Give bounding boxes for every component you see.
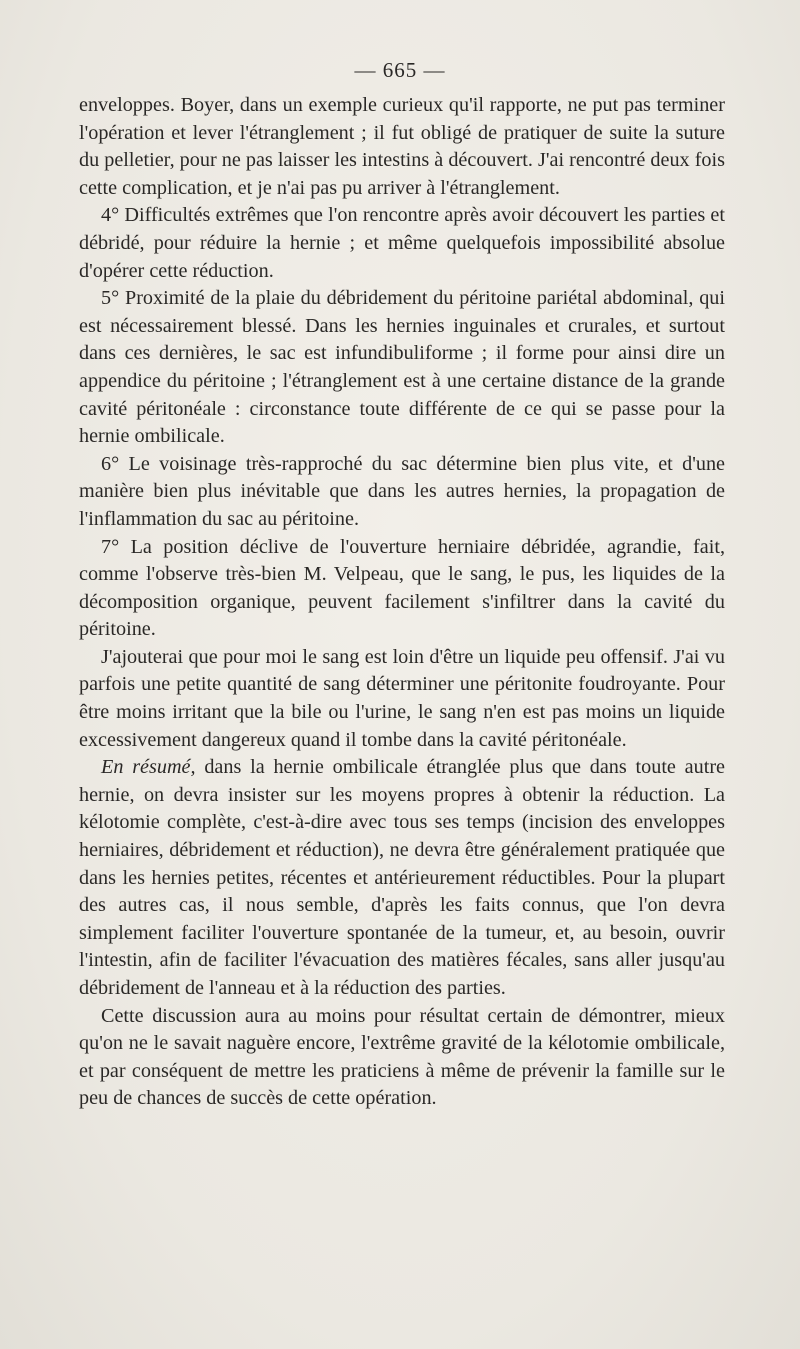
body-text (79, 92, 725, 1113)
paragraph-7 (79, 754, 725, 1002)
paragraph-7-lead: En résumé, (101, 756, 196, 779)
page-number: — 665 — (354, 58, 446, 82)
paragraph-4: 6° Le voisinage très-rapproché du sac détermine bien plus vite, et d'une manière bien plus inévitable que dans les autres hernies, la propagation de l'inflammation du sac au péritoine. (79, 452, 725, 530)
paragraph-8: Cette discussion aura au moins pour résultat certain de démontrer, mieux qu'on ne le savait naguère encore, l'extrême gravité de la kélotomie ombilicale, et par conséquent de mettre les praticiens à même de prévenir la famille sur le peu de chances de succès de cette opération. (79, 1004, 725, 1110)
paragraph-2: 4° Difficultés extrêmes que l'on rencontre après avoir découvert les parties et débridé, pour réduire la hernie ; et même quelquefois impossibilité absolue d'opérer cette réduction. (79, 204, 725, 282)
paragraph-7-text: dans la hernie ombilicale étranglée plus que dans toute autre hernie, on devra insister sur les moyens propres à obtenir la réduction. La kélotomie complète, c'est-à-dire avec tous ses temps (incision des enveloppes herniaires, débridement et réduction), ne devra être généralement pratiquée que dans les hernies petites, récentes et antérieurement réductibles. Pour la plupart des autres cas, il nous semble, d'après les faits connus, que l'on devra simplement faciliter l'ouverture spontanée de la tumeur, et, au besoin, ouvrir l'intestin, afin de faciliter l'évacuation des matières fécales, sans aller jusqu'au débridement de l'anneau et à la réduction des parties. (79, 756, 726, 999)
paragraph-1: enveloppes. Boyer, dans un exemple curieux qu'il rapporte, ne put pas terminer l'opération et lever l'étranglement ; il fut obligé de pratiquer de suite la suture du pelletier, pour ne pas laisser les intestins à découvert. J'ai rencontré deux fois cette complication, et je n'ai pas pu arriver à l'étranglement. (79, 94, 725, 199)
paragraph-5: 7° La position déclive de l'ouverture herniaire débridée, agrandie, fait, comme l'observe très-bien M. Velpeau, que le sang, le pus, les liquides de la décomposition organique, peuvent facilement s'infiltrer dans la cavité du péritoine. (79, 535, 725, 641)
paragraph-3: 5° Proximité de la plaie du débridement du péritoine pariétal abdominal, qui est nécessairement blessé. Dans les hernies inguinales et crurales, et surtout dans ces dernières, le sac est infundibuliforme ; il forme pour ainsi dire un appendice du péritoine ; l'étranglement est à une certaine distance de la grande cavité péritonéale : circonstance toute différente de ce qui se passe pour la hernie ombilicale. (79, 287, 725, 448)
paragraph-6: J'ajouterai que pour moi le sang est loin d'être un liquide peu offensif. J'ai vu parfois une petite quantité de sang déterminer une péritonite foudroyante. Pour être moins irritant que la bile ou l'urine, le sang n'en est pas moins un liquide excessivement dangereux quand il tombe dans la cavité péritonéale. (79, 645, 725, 751)
